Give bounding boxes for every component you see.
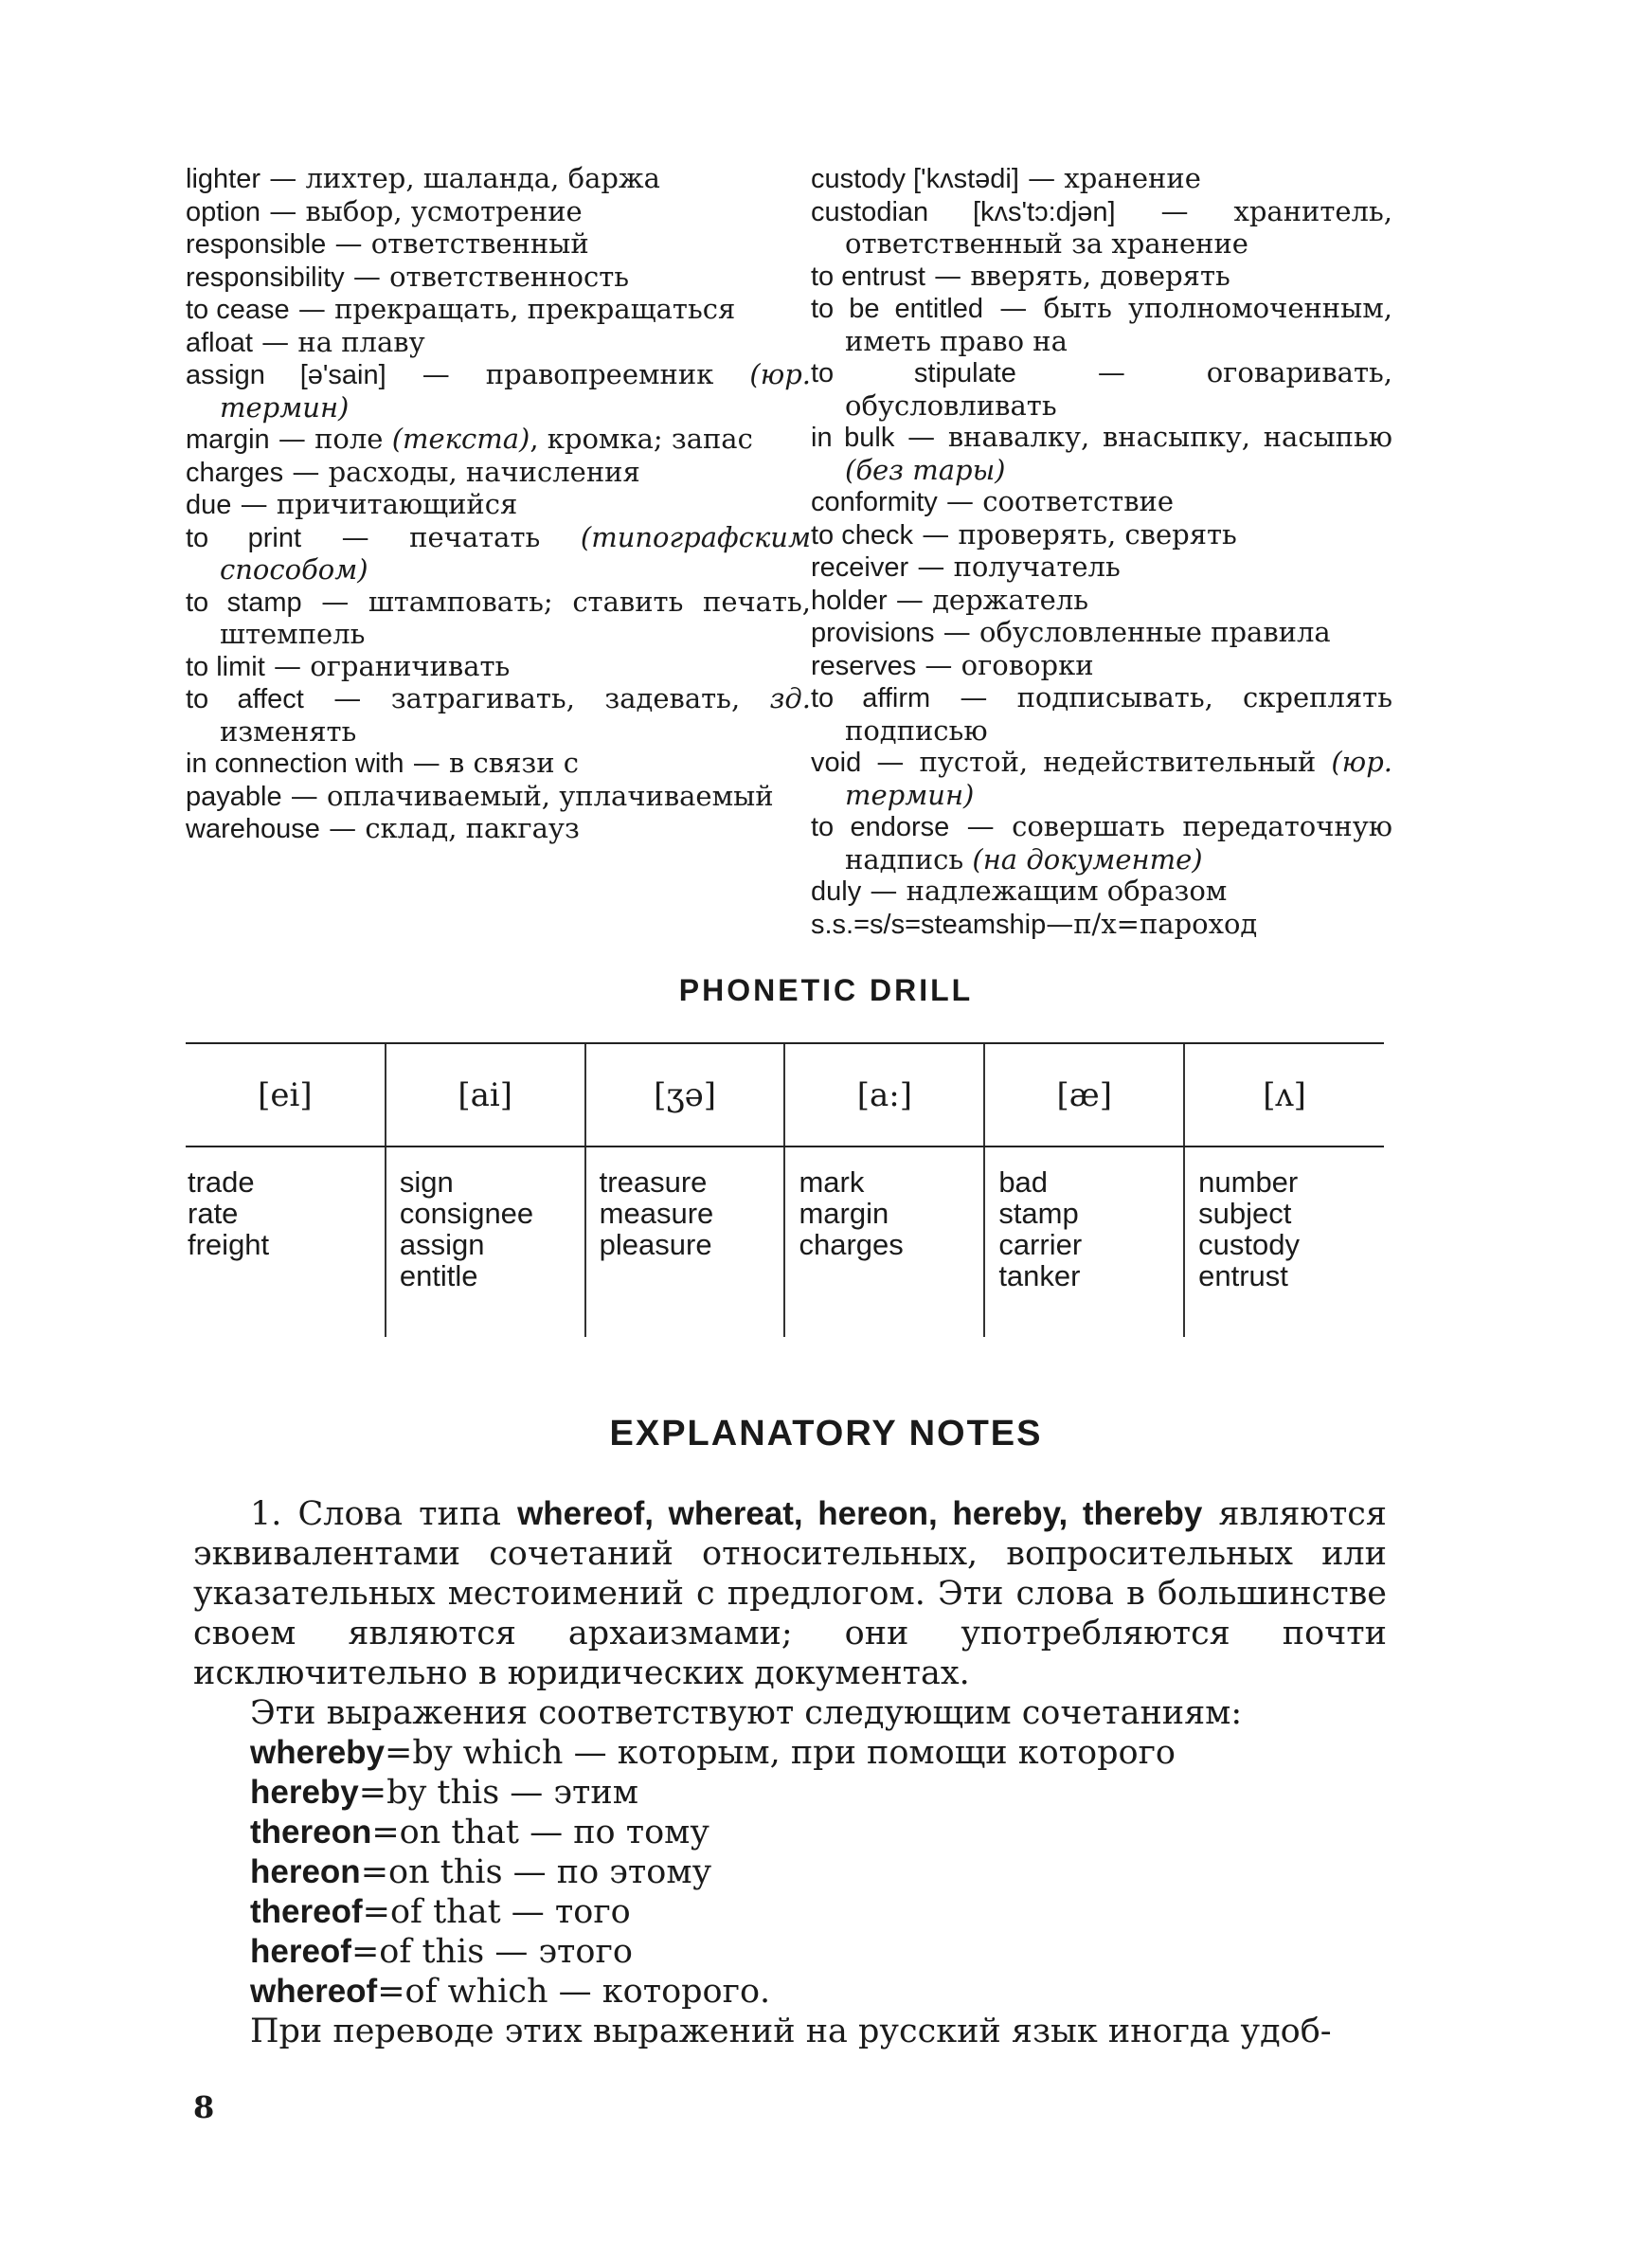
glossary-dash: — (319, 812, 366, 844)
equivalent-line (193, 1972, 1387, 2012)
glossary-term: custodian [kʌs'tɔ:djən] (811, 196, 1116, 227)
glossary-dash: — (283, 455, 329, 488)
glossary-term: margin (186, 424, 270, 455)
glossary-note: зд. (769, 682, 812, 714)
drill-word: bad (998, 1165, 1049, 1199)
drill-word-cell (585, 1147, 785, 1337)
drill-word: freight (188, 1228, 270, 1261)
drill-word: carrier (998, 1228, 1083, 1261)
equivalent-word: whereby (250, 1734, 385, 1771)
glossary-translation: оговорки (961, 648, 1094, 681)
glossary-dash: — (894, 421, 948, 453)
explanatory-notes-title: EXPLANATORY NOTES (609, 1414, 1043, 1454)
glossary-translation: проверять, сверять (958, 517, 1237, 551)
glossary-entry (186, 683, 811, 748)
glossary-dash: — (289, 293, 335, 325)
glossary-dash: — (983, 292, 1044, 324)
glossary-dash: — (252, 325, 298, 358)
glossary-term: conformity (811, 487, 938, 517)
drill-word: consignee (399, 1197, 534, 1230)
glossary-dash: — (913, 517, 959, 551)
drill-word: custody (1198, 1228, 1300, 1261)
glossary-term: to affirm (811, 683, 931, 713)
glossary-dash: — (281, 779, 328, 812)
glossary-term: assign [ə'sain] (186, 360, 386, 390)
drill-word: assign (399, 1228, 485, 1261)
glossary-entry (811, 261, 1392, 294)
glossary-note: (на документе) (972, 842, 1203, 876)
drill-word: entitle (399, 1259, 478, 1292)
glossary-translation: поле (314, 423, 384, 455)
glossary-entry (186, 651, 811, 684)
glossary-dash: — (1018, 162, 1065, 194)
glossary-dash: — (925, 259, 971, 292)
drill-header: [a:] (784, 1043, 984, 1147)
glossary-term: to endorse (811, 812, 950, 842)
glossary-translation: ограничивать (310, 649, 511, 682)
drill-word: margin (799, 1197, 889, 1230)
glossary-dash: — (930, 681, 1017, 713)
glossary-dash: — (908, 551, 954, 583)
drill-word: measure (599, 1197, 714, 1230)
glossary-entry (186, 781, 811, 814)
equivalent-line (193, 1733, 1387, 1773)
drill-word: entrust (1198, 1259, 1288, 1292)
drill-word: sign (399, 1165, 454, 1199)
glossary-dash: — (260, 194, 306, 227)
glossary-translation: затрагивать, задевать, (390, 682, 741, 714)
glossary-dash: — (916, 648, 961, 681)
drill-word: rate (188, 1197, 239, 1230)
glossary-entry (811, 519, 1392, 552)
equivalent-line (193, 1932, 1387, 1972)
glossary-translation: в связи с (448, 747, 579, 779)
glossary-entry (811, 747, 1392, 811)
glossary-translation: склад, пакгауз (365, 812, 580, 844)
glossary-entry (186, 489, 811, 522)
glossary-entry (811, 585, 1392, 618)
glossary-term: void (811, 748, 862, 778)
drill-header: [ai] (386, 1043, 585, 1147)
glossary-dash: — (1046, 907, 1074, 940)
glossary-entry (186, 327, 811, 360)
glossary-translation: обусловленные правила (979, 616, 1331, 648)
glossary-translation: п/х=пароход (1073, 907, 1258, 940)
note-paragraph-3: При переводе этих выражений на русский язык иногда удоб- (250, 2013, 1332, 2050)
glossary-term: afloat (186, 327, 253, 358)
glossary-dash: — (1015, 356, 1207, 388)
glossary-translation: вверять, доверять (970, 259, 1230, 292)
glossary-translation: выбор, усмотрение (305, 194, 583, 227)
glossary-term: responsibility (186, 262, 345, 293)
equivalent-meaning: =by this — этим (358, 1774, 638, 1812)
glossary-note: (без тары) (845, 453, 1006, 486)
glossary-dash: — (934, 616, 979, 648)
equivalent-word: thereon (250, 1814, 372, 1851)
glossary-translation: совершать передаточную надпись (845, 810, 1393, 876)
glossary-term: to stamp (186, 587, 302, 618)
glossary-term: lighter (186, 164, 260, 194)
glossary-translation: надлежащим образом (906, 875, 1228, 907)
glossary-translation: оговаривать, обусловливать (845, 356, 1393, 422)
glossary-translation: хранитель, ответственный за хранение (845, 194, 1392, 260)
glossary-term: holder (811, 585, 888, 616)
equivalent-line (193, 1773, 1387, 1813)
drill-word: stamp (998, 1197, 1079, 1230)
glossary-translation: соответствие (982, 485, 1175, 517)
glossary-entry (186, 813, 811, 846)
glossary-translation: расходы, начисления (328, 455, 640, 488)
glossary-translation: ответственность (389, 260, 630, 293)
drill-word: subject (1198, 1197, 1292, 1230)
glossary-translation: быть уполномоченным, иметь право на (845, 292, 1392, 357)
glossary-dash: — (861, 746, 920, 778)
glossary-term: in connection with (186, 749, 404, 779)
glossary-dash: — (887, 583, 933, 616)
glossary-translation-cont: , кромка; запас (530, 423, 753, 455)
glossary-term: provisions (811, 618, 935, 648)
glossary-note: (типографским способом) (220, 520, 811, 586)
drill-header: [ʒə] (585, 1043, 785, 1147)
drill-header: [ʌ] (1184, 1043, 1384, 1147)
glossary-entry (811, 163, 1392, 196)
glossary-entry (186, 587, 811, 651)
glossary-entry (811, 486, 1392, 519)
drill-word: treasure (599, 1165, 708, 1199)
glossary-entry (811, 293, 1392, 357)
glossary-entry (186, 522, 811, 587)
glossary-term: s.s.=s/s=steamship (811, 909, 1047, 940)
glossary-dash: — (404, 747, 449, 779)
glossary-entry (811, 811, 1392, 876)
note-paragraph-2: Эти выражения соответствуют следующим сочетаниям: (250, 1694, 1243, 1732)
glossary-dash: — (231, 488, 277, 520)
equivalent-line (193, 1813, 1387, 1852)
glossary-term: reserves (811, 650, 917, 681)
equivalent-meaning: =by which — которым, при помощи которого (385, 1734, 1176, 1772)
drill-word-row (186, 1147, 1384, 1337)
glossary-translation: подписывать, скреплять подписью (845, 681, 1393, 747)
glossary-entry (186, 196, 811, 229)
equivalent-line (193, 1892, 1387, 1932)
equivalent-word: whereof (250, 1973, 378, 2010)
glossary-translation: хранение (1064, 162, 1201, 194)
glossary-dash: — (303, 682, 391, 714)
glossary-note: (текста) (391, 423, 530, 455)
glossary-translation: лихтер, шаланда, баржа (305, 162, 660, 194)
glossary-translation: пустой, недействительный (919, 746, 1317, 778)
equivalent-word: thereof (250, 1893, 363, 1930)
drill-word-cell (984, 1147, 1184, 1337)
glossary-dash: — (301, 520, 410, 553)
glossary-entry (186, 748, 811, 781)
equivalents-list (193, 1733, 1387, 2012)
glossary-entry (186, 424, 811, 457)
glossary-entry (811, 551, 1392, 585)
equivalent-word: hereon (250, 1853, 361, 1890)
drill-word: charges (799, 1228, 904, 1261)
glossary-term: responsible (186, 229, 327, 260)
glossary-entry (811, 876, 1392, 909)
glossary-entry (186, 457, 811, 490)
glossary-translation: правопреемник (485, 358, 714, 390)
glossary-dash: — (344, 260, 390, 293)
glossary-entry (186, 359, 811, 424)
glossary-term: to entrust (811, 261, 925, 292)
glossary-entry (811, 909, 1392, 942)
note-paragraph-1 (193, 1494, 1387, 1693)
drill-word-cell (1184, 1147, 1384, 1337)
glossary-entry (186, 294, 811, 327)
glossary-translation: внавалку, внасыпку, насыпью (947, 421, 1393, 453)
glossary-term: charges (186, 457, 284, 488)
glossary-entry (811, 617, 1392, 650)
glossary-term: to stipulate (811, 358, 1016, 388)
equivalent-meaning: =of which — которого. (377, 1973, 771, 2011)
glossary-term: to limit (186, 651, 265, 682)
drill-word: mark (799, 1165, 865, 1199)
glossary-translation: причитающийся (276, 488, 518, 520)
drill-word-cell (186, 1147, 386, 1337)
glossary-right-column (811, 163, 1392, 941)
drill-word: tanker (998, 1259, 1081, 1292)
glossary-term: warehouse (186, 814, 320, 844)
glossary-term: to affect (186, 684, 304, 714)
equivalent-meaning: =on that — по тому (371, 1814, 709, 1851)
glossary-entry (811, 357, 1392, 422)
equivalent-line (193, 1852, 1387, 1892)
glossary-dash: — (264, 649, 311, 682)
glossary-translation: прекращать, прекращаться (334, 293, 736, 325)
equivalent-meaning: =of this — этого (350, 1933, 633, 1971)
drill-header: [æ] (984, 1043, 1184, 1147)
glossary-note: (юр. термин) (220, 358, 812, 424)
equivalent-meaning: =on this — по этому (360, 1853, 712, 1891)
glossary-dash: — (260, 162, 306, 194)
glossary-dash: — (301, 585, 368, 618)
glossary-dash: — (949, 810, 1013, 842)
glossary-translation: штамповать; ставить печать, штемпель (220, 585, 811, 650)
glossary-translation: держатель (932, 583, 1089, 616)
glossary-dash: — (861, 875, 907, 907)
explanatory-notes-body (193, 1494, 1387, 2051)
drill-word: trade (188, 1165, 255, 1199)
glossary-term: to be entitled (811, 294, 984, 324)
note-text: 1. Слова типа (250, 1495, 518, 1533)
glossary-term: custody ['kʌstədi] (811, 164, 1019, 194)
glossary-entry (186, 228, 811, 262)
glossary-translation: оплачиваемый, уплачиваемый (327, 779, 774, 812)
note-text: являются эквивалентами сочетаний относительных, вопросительных или указательных местоимений с предлогом. Эти слова в большинстве своем являются архаизмами; они употребляются почти исключительно в юридических документах. (193, 1495, 1387, 1692)
page-number: 8 (193, 2089, 215, 2125)
glossary-left-column (186, 163, 811, 846)
glossary-term: to check (811, 519, 913, 551)
glossary-entry (811, 682, 1392, 747)
phonetic-drill-table (186, 1042, 1384, 1337)
glossary-term: to cease (186, 295, 290, 325)
glossary-dash: — (1115, 194, 1234, 227)
phonetic-drill-title: PHONETIC DRILL (678, 973, 974, 1007)
glossary-entry (186, 163, 811, 196)
glossary-term: in bulk (811, 423, 895, 453)
glossary-entry (811, 422, 1392, 486)
glossary-term: due (186, 490, 232, 520)
glossary-dash: — (326, 227, 371, 260)
equivalent-word: hereby (250, 1774, 359, 1811)
glossary-translation: печатать (409, 520, 541, 553)
drill-word: number (1198, 1165, 1299, 1199)
glossary-term: payable (186, 781, 282, 812)
glossary-entry (186, 262, 811, 295)
glossary-term: duly (811, 876, 862, 907)
note-bold-words: whereof, whereat, hereon, hereby, thereby (517, 1495, 1203, 1532)
glossary-term: receiver (811, 552, 909, 583)
glossary-term: option (186, 196, 261, 227)
drill-word-cell (386, 1147, 585, 1337)
equivalent-word: hereof (250, 1933, 351, 1970)
glossary-translation-cont: изменять (220, 714, 357, 748)
glossary-translation: ответственный (370, 227, 589, 260)
glossary-term: to print (186, 522, 302, 553)
drill-header: [ei] (186, 1043, 386, 1147)
glossary-dash: — (269, 423, 315, 455)
drill-word: pleasure (599, 1228, 712, 1261)
glossary-note: (юр. термин) (845, 746, 1392, 811)
equivalent-meaning: =of that — того (362, 1893, 631, 1931)
glossary-translation: получатель (953, 551, 1121, 583)
drill-word-cell (784, 1147, 984, 1337)
glossary-dash: — (937, 485, 983, 517)
glossary-entry (811, 650, 1392, 683)
glossary-entry (811, 196, 1392, 261)
glossary-translation: на плаву (297, 325, 425, 358)
glossary-dash: — (386, 358, 486, 390)
